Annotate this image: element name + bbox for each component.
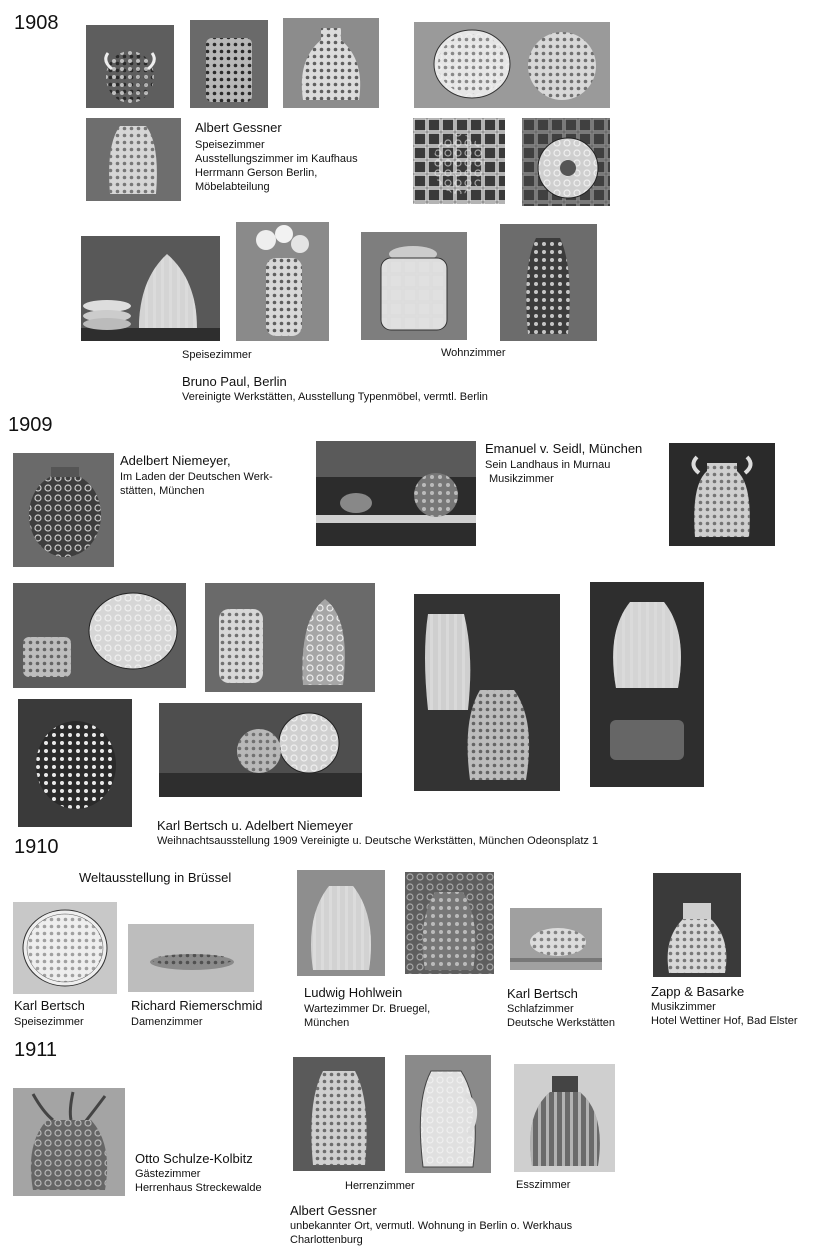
year-1909: 1909	[8, 414, 53, 436]
niemeyer-1909-name: Adelbert Niemeyer,	[120, 453, 231, 468]
photo-vase-handles-1909	[669, 443, 775, 546]
photo-jugs-1909	[414, 594, 560, 791]
photo-vase-esszimmer	[514, 1064, 615, 1172]
hohlwein-1910-line-2: München	[304, 1017, 350, 1029]
photo-cabinet-plate	[522, 118, 610, 206]
riemerschmid-1910-line: Damenzimmer	[131, 1016, 203, 1028]
bertsch2-1910-name: Karl Bertsch	[507, 986, 578, 1001]
photo-bowl-1910	[128, 924, 254, 992]
photo-vase-zapp	[653, 873, 741, 977]
seidl-1909-line-1: Sein Landhaus in Murnau	[485, 459, 611, 471]
photo-vase-herrenzimmer-1	[293, 1057, 385, 1171]
schulze-1911-name: Otto Schulze-Kolbitz	[135, 1151, 253, 1166]
photo-vase-dark-dots	[500, 224, 597, 341]
photo-vase-cylinder	[190, 20, 268, 108]
bertsch-1910-line: Speisezimmer	[14, 1016, 84, 1028]
schulze-1911-line-1: Gästezimmer	[135, 1168, 201, 1180]
photo-jug-herrenzimmer-2	[405, 1055, 491, 1173]
niemeyer-1909-line-1: Im Laden der Deutschen Werk-	[120, 471, 273, 483]
gessner-1911-line-1: unbekannter Ort, vermutl. Wohnung in Berlin o. Werkhaus	[290, 1220, 573, 1232]
photo-shelf-1909	[316, 441, 476, 546]
photo-lidded-jar	[361, 232, 467, 340]
bruessel-heading: Weltausstellung in Brüssel	[79, 870, 232, 885]
photo-vase-schulze	[13, 1088, 125, 1196]
hohlwein-1910-line-1: Wartezimmer Dr. Bruegel,	[304, 1003, 431, 1015]
bertsch-1910-name: Karl Bertsch	[14, 998, 85, 1013]
paul-1908-name: Bruno Paul, Berlin	[182, 374, 287, 389]
bertsch2-1910-line-1: Schlafzimmer	[507, 1003, 574, 1015]
gessner-1908-line-4: Möbelabteilung	[195, 181, 270, 193]
bertsch-1909-name: Karl Bertsch u. Adelbert Niemeyer	[157, 818, 353, 833]
photo-vase-flowers	[236, 222, 329, 341]
photo-plates-display-1909	[13, 583, 186, 688]
photo-vase-pattern-1910	[405, 872, 494, 974]
schulze-1911-line-2: Herrenhaus Streckewalde	[135, 1182, 262, 1194]
photo-shelf-bowls-vase	[81, 236, 220, 341]
zapp-1910-name: Zapp & Basarke	[651, 984, 745, 999]
photo-table-plates-1909	[159, 703, 362, 797]
photo-cabinet-grid	[413, 118, 505, 204]
photo-plate-1910	[13, 902, 117, 994]
zapp-1910-line-2: Hotel Wettiner Hof, Bad Elster	[651, 1015, 798, 1027]
paul-1908-line: Vereinigte Werkstätten, Ausstellung Typenmöbel, vermtl. Berlin	[182, 391, 488, 403]
bertsch2-1910-line-2: Deutsche Werkstätten	[507, 1017, 616, 1029]
photo-vase-tall	[86, 118, 181, 201]
photo-round-vase-1909	[13, 453, 114, 567]
niemeyer-1909-line-2: stätten, München	[120, 485, 205, 497]
photo-vase-handles	[86, 25, 174, 108]
gessner-1908-line-3: Herrmann Gerson Berlin,	[195, 167, 318, 179]
caption-wohnzimmer-1908: Wohnzimmer	[441, 347, 506, 359]
hohlwein-1910-name: Ludwig Hohlwein	[304, 985, 403, 1000]
seidl-1909-line-2: Musikzimmer	[489, 473, 554, 485]
seidl-1909-name: Emanuel v. Seidl, München	[485, 441, 643, 456]
photo-two-plates	[414, 22, 610, 108]
gessner-1911-line-2: Charlottenburg	[290, 1234, 363, 1246]
year-1910: 1910	[14, 836, 59, 858]
photo-globe-vase-1909	[18, 699, 132, 827]
gessner-1908-line-2: Ausstellungszimmer im Kaufhaus	[195, 153, 358, 165]
bertsch-1909-line: Weihnachtsausstellung 1909 Vereinigte u. Deutsche Werkstätten, München Odeonsplatz 1	[157, 835, 599, 847]
photo-vase-stack-1909	[590, 582, 704, 787]
year-1908: 1908	[14, 12, 59, 34]
caption-esszimmer-1911: Esszimmer	[516, 1179, 571, 1191]
photo-vase-bulb	[283, 18, 379, 108]
gessner-1908-line-1: Speisezimmer	[195, 139, 265, 151]
photo-vase-hohlwein	[297, 870, 385, 976]
gessner-1911-name: Albert Gessner	[290, 1203, 377, 1218]
year-1911: 1911	[14, 1039, 58, 1061]
photo-dish-1910	[510, 908, 602, 970]
riemerschmid-1910-name: Richard Riemerschmid	[131, 998, 263, 1013]
photo-jars-display-1909	[205, 583, 375, 692]
caption-herrenzimmer-1911: Herrenzimmer	[345, 1180, 415, 1192]
zapp-1910-line-1: Musikzimmer	[651, 1001, 716, 1013]
caption-speisezimmer-1908: Speisezimmer	[182, 349, 252, 361]
gessner-1908-name: Albert Gessner	[195, 120, 282, 135]
